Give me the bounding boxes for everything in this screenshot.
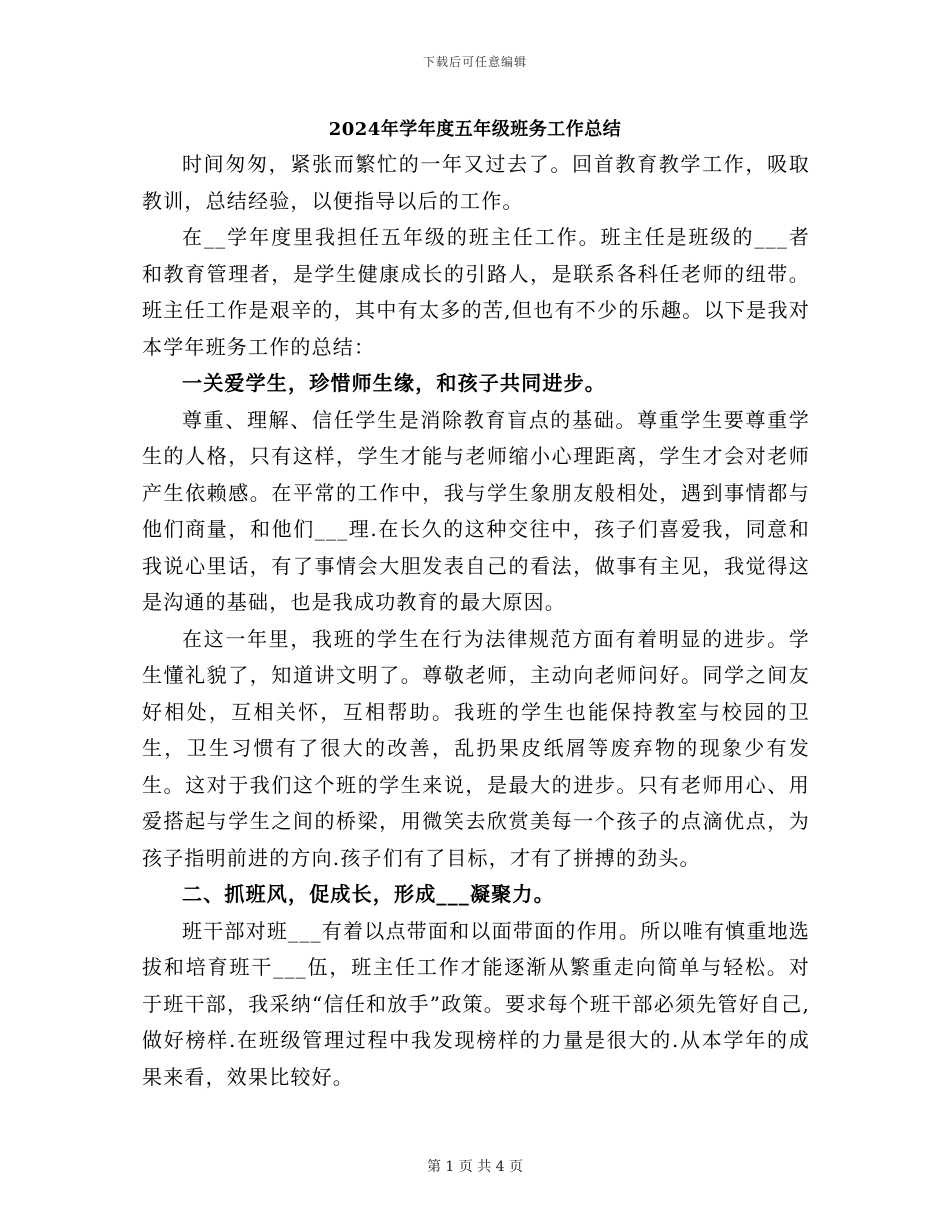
section-heading-2: 二、抓班风，促成长，形成___凝聚力。 [182, 882, 555, 906]
paragraph-respect: 尊重、理解、信任学生是消除教育盲点的基础。尊重学生要尊重学生的人格，只有这样，学生才能与老师缩小心理距离，学生才会对老师产生依赖感。在平常的工作中，我与学生象朋友般相处，遇到事情都与他们商量，和他们___理.在长久的这种交往中，孩子们喜爱我，同意和我说心里话，有了事情会大胆发表自己的看法，做事有主见，我觉得这是沟通的基础，也是我成功教育的最大原因。 [142, 407, 810, 614]
document-body [142, 146, 810, 1095]
page-header: 下载后可任意编辑 [422, 55, 527, 69]
page-number: 第 1 页 共 4 页 [426, 1159, 524, 1175]
paragraph-progress: 在这一年里，我班的学生在行为法律规范方面有着明显的进步。学生懂礼貌了，知道讲文明了。尊敬老师，主动向老师问好。同学之间友好相处，互相关怀，互相帮助。我班的学生也能保持教室与校园的卫生，卫生习惯有了很大的改善，乱扔果皮纸屑等废弃物的现象少有发生。这对于我们这个班的学生来说，是最大的进步。只有老师用心、用爱搭起与学生之间的桥梁，用微笑去欣赏美每一个孩子的点滴优点，为孩子指明前进的方向.孩子们有了目标，才有了拼搏的劲头。 [142, 626, 810, 870]
paragraph-intro: 时间匆匆，紧张而繁忙的一年又过去了。回首教育教学工作，吸取教训，总结经验，以便指导以后的工作。 [142, 152, 810, 213]
paragraph-class-cadre: 班干部对班___有着以点带面和以面带面的作用。所以唯有慎重地选拔和培育班干___伍，班主任工作才能逐渐从繁重走向简单与轻松。对于班干部，我采纳“信任和放手”政策。要求每个班干部必须先管好自己,做好榜样.在班级管理过程中我发现榜样的力量是很大的.从本学年的成果来看，效果比较好。 [142, 918, 810, 1089]
paragraph-role: 在__学年度里我担任五年级的班主任工作。班主任是班级的___者和教育管理者，是学生健康成长的引路人，是联系各科任老师的纽带。班主任工作是艰辛的，其中有太多的苦,但也有不少的乐趣。以下是我对本学年班务工作的总结： [142, 225, 810, 359]
section-heading-1: 一关爱学生，珍惜师生缘，和孩子共同进步。 [182, 371, 606, 395]
document-title: 2024年学年度五年级班务工作总结 [328, 119, 622, 140]
